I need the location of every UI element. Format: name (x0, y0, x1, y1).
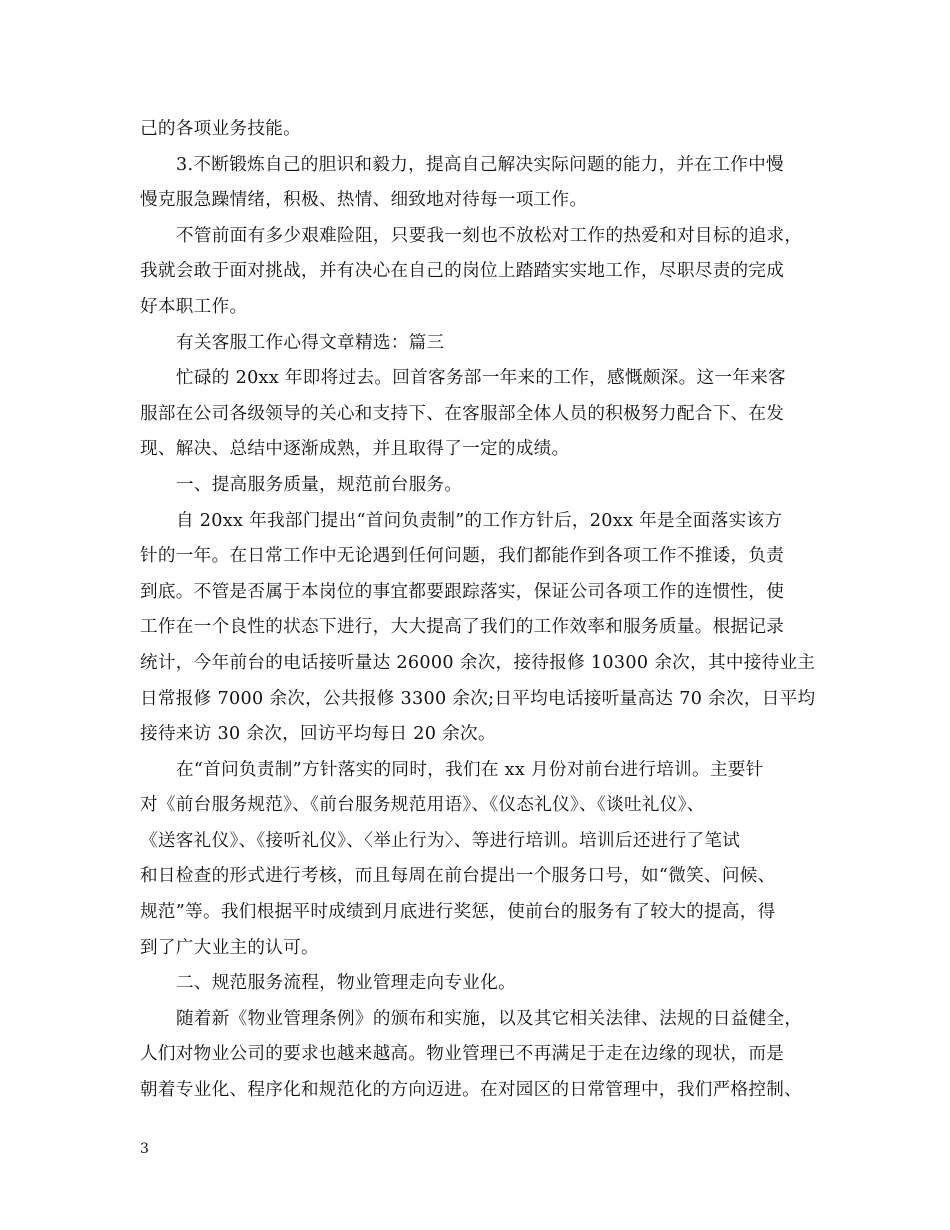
text-line: 对《前台服务规范》、《前台服务规范用语》、《仪态礼仪》、《谈吐礼仪》、 (140, 795, 705, 816)
text-line: 人们对物业公司的要求也越来越高。物业管理已不再满足于走在边缘的现状，而是 (140, 1044, 785, 1065)
text-line: 二、规范服务流程，物业管理走向专业化。 (176, 973, 516, 994)
text-line: 己的各项业务技能。 (140, 119, 302, 139)
text-line: 和日检查的形式进行考核，而且每周在前台提出一个服务口号，如“微笑、问候、 (140, 866, 776, 887)
text-line: 慢克服急躁情绪，积极、热情、细致地对待每一项工作。 (140, 190, 588, 211)
text-line: 工作在一个良性的状态下进行，大大提高了我们的工作效率和服务质量。根据记录 (140, 617, 785, 638)
text-line: 忙碌的 20xx 年即将过去。回首客务部一年来的工作，感慨颇深。这一年来客 (176, 368, 786, 389)
document-body (140, 112, 820, 1109)
text-line: 现、解决、总结中逐渐成熟，并且取得了一定的成绩。 (140, 439, 570, 460)
text-line: 随着新《物业管理条例》的颁布和实施，以及其它相关法律、法规的日益健全， (176, 1008, 803, 1029)
text-line: 规范”等。我们根据平时成绩到月底进行奖惩，使前台的服务有了较大的提高，得 (140, 902, 776, 923)
text-line: 日常报修 7000 余次，公共报修 3300 余次;日平均电话接听量高达 70 余次，日平均 (140, 688, 816, 709)
text-line: 服部在公司各级领导的关心和支持下、在客服部全体人员的积极努力配合下、在发 (140, 403, 785, 424)
text-line: 有关客服工作心得文章精选：篇三 (176, 332, 445, 353)
text-line: 一、提高服务质量，规范前台服务。 (176, 474, 463, 495)
text-line: 《送客礼仪》、《接听礼仪》、〈举止行为〉、等进行培训。培训后还进行了笔试 (140, 830, 741, 851)
text-line: 我就会敢于面对挑战，并有决心在自己的岗位上踏踏实实地工作，尽职尽责的完成 (140, 261, 785, 282)
text-line: 统计，今年前台的电话接听量达 26000 余次，接待报修 10300 余次，其中接待业主 (140, 652, 816, 673)
text-line: 自 20xx 年我部门提出“首问负责制”的工作方针后，20xx 年是全面落实该方 (176, 510, 783, 531)
text-line: 到底。不管是否属于本岗位的事宜都要跟踪落实，保证公司各项工作的连惯性，使 (140, 581, 785, 602)
text-line: 接待来访 30 余次，回访平均每日 20 余次。 (140, 724, 496, 745)
text-line: 不管前面有多少艰难险阻，只要我一刻也不放松对工作的热爱和对目标的追求， (176, 225, 803, 246)
text-line: 好本职工作。 (140, 296, 248, 317)
text-line: 到了广大业主的认可。 (140, 937, 319, 958)
text-line: 朝着专业化、程序化和规范化的方向迈进。在对园区的日常管理中，我们严格控制、 (140, 1080, 803, 1101)
text-line: 3.不断锻炼自己的胆识和毅力，提高自己解决实际问题的能力，并在工作中慢 (176, 154, 784, 175)
text-line: 在“首问负责制”方针落实的同时，我们在 xx 月份对前台进行培训。主要针 (176, 759, 764, 780)
page-number: 3 (140, 1141, 149, 1157)
text-line: 针的一年。在日常工作中无论遇到任何问题，我们都能作到各项工作不推诿，负责 (140, 546, 785, 567)
